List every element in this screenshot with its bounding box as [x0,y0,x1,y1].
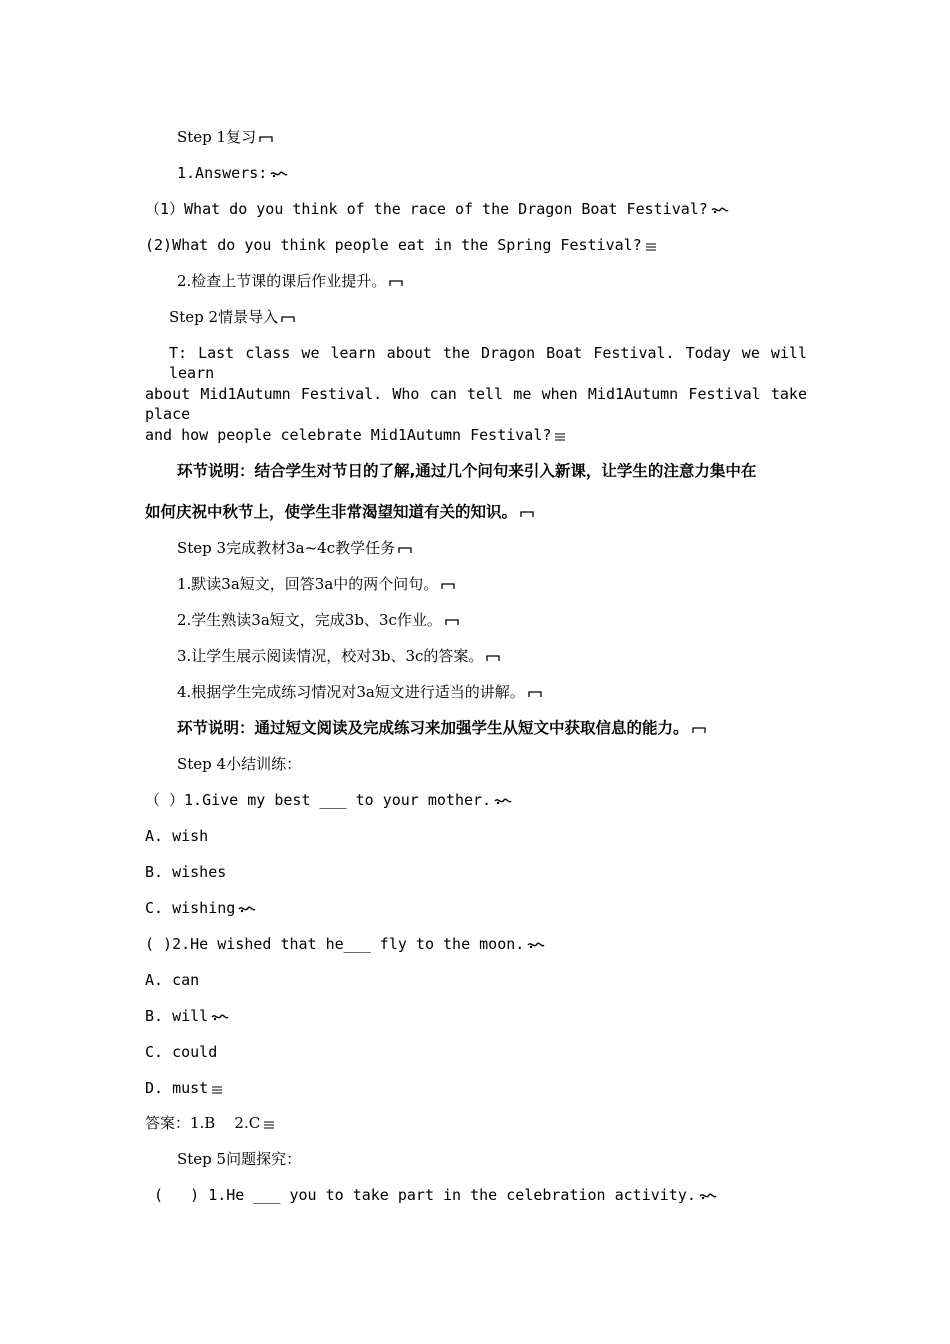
task-item-4: 4.根据学生完成练习情况对3a短文进行适当的讲解。 [177,682,542,702]
paragraph-mark-icon [520,508,534,518]
question-2: (2)What do you think people eat in the Spring Festival? [145,235,657,255]
option-d: D. must [145,1078,223,1098]
option-b: B. will [145,1006,229,1026]
paragraph-mark-icon [281,313,295,323]
step4-heading: Step 4小结训练： [177,755,302,773]
option-c: C. could [145,1043,218,1061]
step3-heading: Step 3完成教材3a~4c教学任务 [177,538,412,558]
handwriting-mark-icon [699,1191,717,1201]
paragraph-mark-icon [398,544,412,554]
exercise-2: ( )2.He wished that he___ fly to the moon. [145,934,545,954]
option-a: A. wish [145,827,209,845]
handwriting-mark-icon [527,940,545,950]
task-item-1: 1.默读3a短文，回答3a中的两个问句。 [177,574,455,594]
intro-paragraph-line-3: and how people celebrate Mid1Autumn Festival? [145,425,566,445]
section-note-line-1: 环节说明：结合学生对节日的了解,通过几个问句来引入新课，让学生的注意力集中在 [177,462,757,480]
line-break-mark-icon [211,1084,223,1094]
intro-paragraph-line-1: T: Last class we learn about the Dragon Boat Festival. Today we will learn [169,344,807,382]
question-1: （1）What do you think of the race of the Dragon Boat Festival? [145,199,729,219]
line-break-mark-icon [645,241,657,251]
step5-heading: Step 5问题探究： [177,1150,302,1168]
option-a: A. can [145,971,200,989]
option-b: B. wishes [145,863,227,881]
exercise-3: ( ) 1.He ___ you to take part in the celebration activity. [145,1185,717,1205]
section-note-2: 环节说明：通过短文阅读及完成练习来加强学生从短文中获取信息的能力。 [177,718,706,738]
step1-heading: Step 1复习 [177,127,273,147]
handwriting-mark-icon [494,796,512,806]
exercise-1: （ ）1.Give my best ___ to your mother. [145,790,512,810]
paragraph-mark-icon [692,724,706,734]
answer-key: 答案：1.B 2.C [145,1113,275,1133]
line-break-mark-icon [554,431,566,441]
paragraph-mark-icon [445,616,459,626]
option-c: C. wishing [145,898,256,918]
step2-heading: Step 2情景导入 [169,307,295,327]
handwriting-mark-icon [238,904,256,914]
section-note-line-2: 如何庆祝中秋节上，使学生非常渴望知道有关的知识。 [145,502,534,522]
intro-paragraph-line-2: about Mid1Autumn Festival. Who can tell me when Mid1Autumn Festival take place [145,385,807,423]
task-item-3: 3.让学生展示阅读情况，校对3b、3c的答案。 [177,646,500,666]
homework-check: 2.检查上节课的课后作业提升。 [177,271,403,291]
paragraph-mark-icon [528,688,542,698]
paragraph-mark-icon [389,277,403,287]
answers-label: 1.Answers: [177,163,288,183]
task-item-2: 2.学生熟读3a短文，完成3b、3c作业。 [177,610,459,630]
paragraph-mark-icon [441,580,455,590]
handwriting-mark-icon [711,205,729,215]
paragraph-mark-icon [486,652,500,662]
line-break-mark-icon [263,1119,275,1129]
handwriting-mark-icon [211,1012,229,1022]
handwriting-mark-icon [270,169,288,179]
paragraph-mark-icon [259,133,273,143]
